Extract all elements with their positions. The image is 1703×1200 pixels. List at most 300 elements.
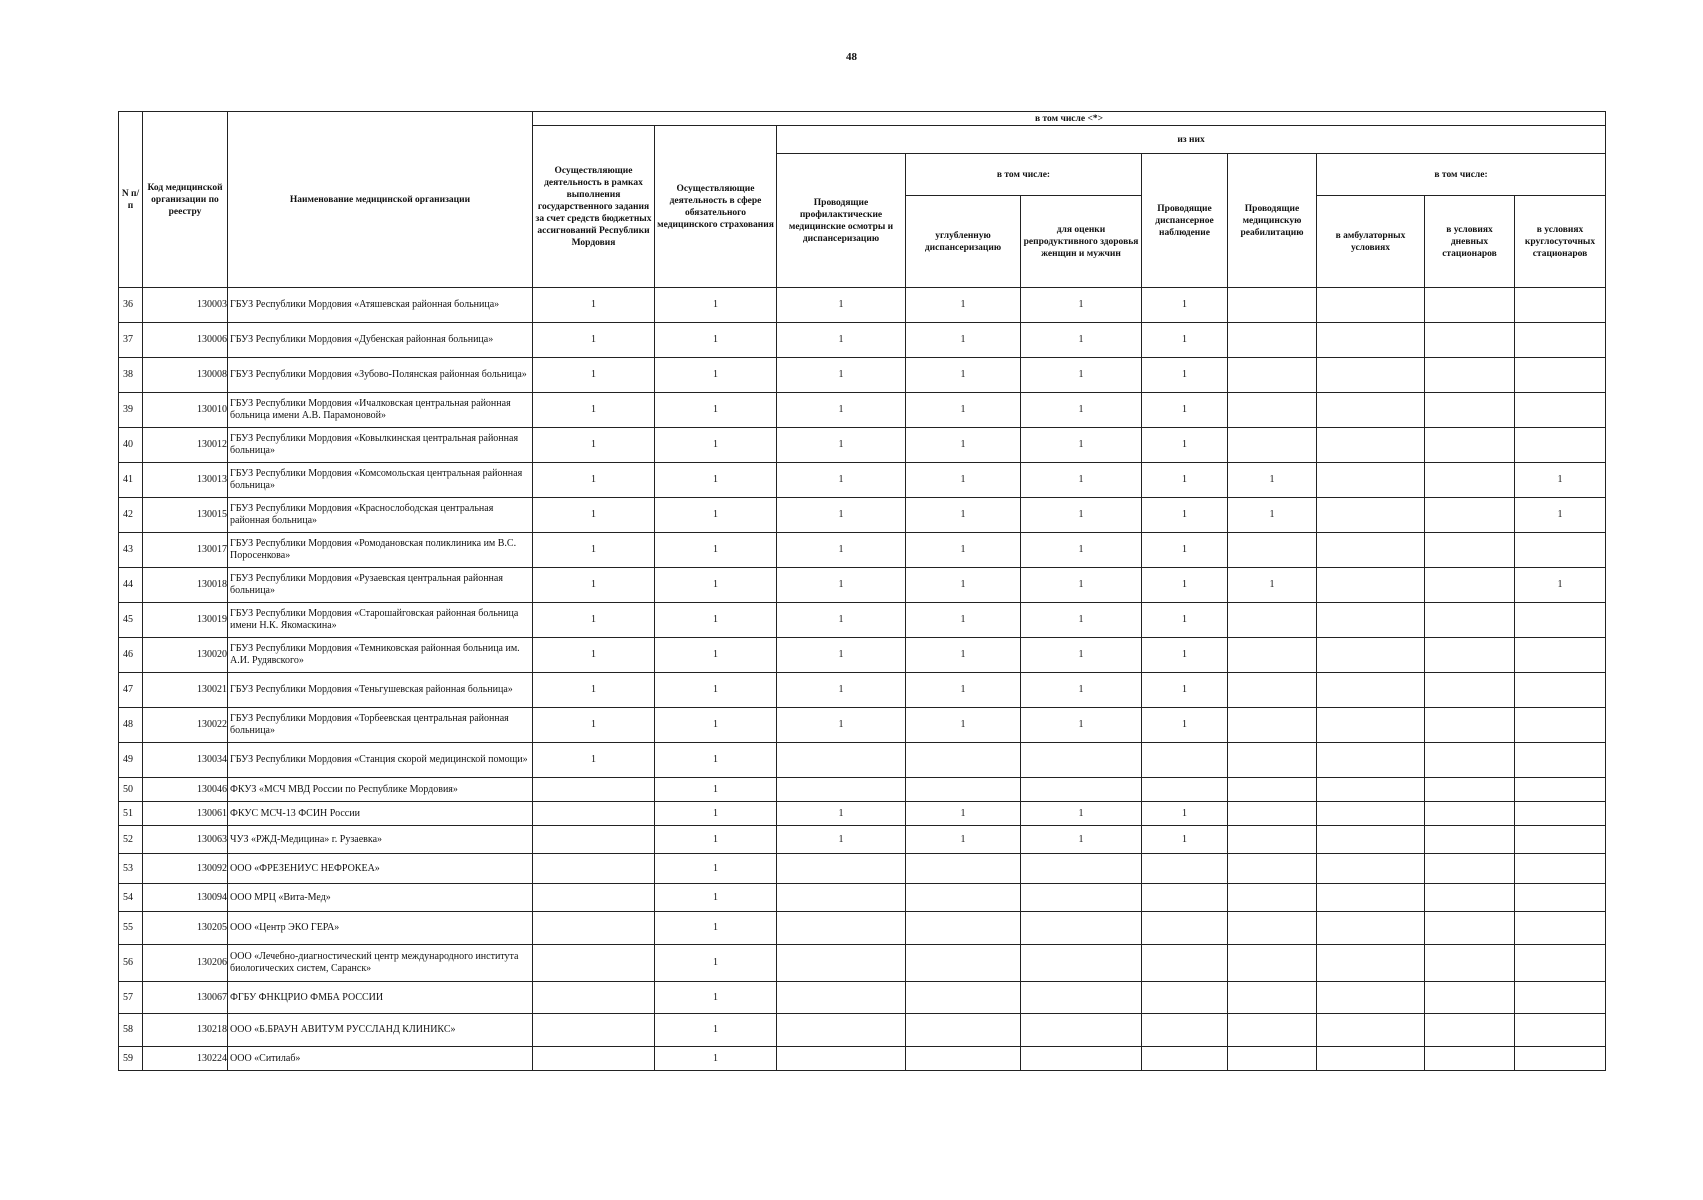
table-row (119, 708, 1606, 743)
flag-cell (777, 912, 906, 945)
flag-cell: 1 (777, 603, 906, 638)
org-code-cell: 130006 (143, 323, 228, 358)
flag-cell (1317, 428, 1425, 463)
flag-cell (1228, 982, 1317, 1014)
flag-cell: 1 (906, 533, 1021, 568)
flag-cell (906, 945, 1021, 982)
flag-cell (1317, 673, 1425, 708)
org-name-cell: ГБУЗ Республики Мордовия «Ичалковская центральная районная больница имени А.В. Парамоновой» (228, 393, 533, 428)
flag-cell (1317, 826, 1425, 854)
flag-cell (1142, 778, 1228, 802)
row-number-cell: 45 (119, 603, 143, 638)
table-body (119, 288, 1606, 1071)
flag-cell: 1 (533, 743, 655, 778)
flag-cell: 1 (655, 603, 777, 638)
flag-cell (1515, 428, 1606, 463)
row-number-cell: 43 (119, 533, 143, 568)
flag-cell: 1 (1142, 708, 1228, 743)
flag-cell (1228, 603, 1317, 638)
flag-cell (1515, 802, 1606, 826)
flag-cell (1317, 638, 1425, 673)
header-outpatient: в амбулаторных условиях (1317, 196, 1425, 288)
org-name-cell: ГБУЗ Республики Мордовия «Старошайговская районная больница имени Н.К. Якомаскина» (228, 603, 533, 638)
header-rehab: Проводящие медицинскую реабилитацию (1228, 154, 1317, 288)
table-row (119, 778, 1606, 802)
flag-cell: 1 (906, 708, 1021, 743)
flag-cell (1515, 912, 1606, 945)
flag-cell (1228, 533, 1317, 568)
flag-cell (1317, 1047, 1425, 1071)
flag-cell (1515, 945, 1606, 982)
table-row (119, 638, 1606, 673)
flag-cell: 1 (777, 323, 906, 358)
header-dispensary: Проводящие диспансерное наблюдение (1142, 154, 1228, 288)
flag-cell: 1 (1142, 463, 1228, 498)
flag-cell (533, 854, 655, 884)
org-code-cell: 130034 (143, 743, 228, 778)
row-number-cell: 52 (119, 826, 143, 854)
flag-cell (1317, 1014, 1425, 1047)
table-row (119, 854, 1606, 884)
flag-cell (1228, 1047, 1317, 1071)
flag-cell (1515, 1014, 1606, 1047)
flag-cell: 1 (1021, 533, 1142, 568)
org-code-cell: 130021 (143, 673, 228, 708)
table-row (119, 884, 1606, 912)
table-row (119, 603, 1606, 638)
flag-cell (1228, 393, 1317, 428)
flag-cell: 1 (906, 323, 1021, 358)
flag-cell (1515, 708, 1606, 743)
org-code-cell: 130013 (143, 463, 228, 498)
flag-cell (533, 802, 655, 826)
flag-cell (1317, 603, 1425, 638)
org-code-cell: 130018 (143, 568, 228, 603)
flag-cell: 1 (655, 1014, 777, 1047)
flag-cell: 1 (777, 638, 906, 673)
org-code-cell: 130061 (143, 802, 228, 826)
flag-cell (1425, 743, 1515, 778)
flag-cell (1515, 743, 1606, 778)
flag-cell: 1 (1142, 498, 1228, 533)
flag-cell (1515, 323, 1606, 358)
flag-cell (1425, 288, 1515, 323)
flag-cell: 1 (1021, 323, 1142, 358)
flag-cell: 1 (777, 568, 906, 603)
header-including-a: в том числе: (906, 154, 1142, 196)
flag-cell (1515, 603, 1606, 638)
org-name-cell: ГБУЗ Республики Мордовия «Комсомольская центральная районная больница» (228, 463, 533, 498)
org-name-cell: ООО «Ситилаб» (228, 1047, 533, 1071)
flag-cell (1228, 708, 1317, 743)
org-name-cell: ГБУЗ Республики Мордовия «Ромодановская поликлиника им В.С. Поросенкова» (228, 533, 533, 568)
flag-cell: 1 (906, 393, 1021, 428)
row-number-cell: 37 (119, 323, 143, 358)
flag-cell: 1 (1021, 826, 1142, 854)
row-number-cell: 51 (119, 802, 143, 826)
flag-cell: 1 (1515, 463, 1606, 498)
org-name-cell: ООО МРЦ «Вита-Мед» (228, 884, 533, 912)
flag-cell (1142, 1047, 1228, 1071)
flag-cell (1228, 945, 1317, 982)
row-number-cell: 56 (119, 945, 143, 982)
flag-cell: 1 (906, 603, 1021, 638)
row-number-cell: 44 (119, 568, 143, 603)
flag-cell (1021, 778, 1142, 802)
org-code-cell: 130092 (143, 854, 228, 884)
row-number-cell: 36 (119, 288, 143, 323)
org-name-cell: ГБУЗ Республики Мордовия «Ковылкинская центральная районная больница» (228, 428, 533, 463)
flag-cell: 1 (655, 358, 777, 393)
row-number-cell: 49 (119, 743, 143, 778)
flag-cell (1317, 498, 1425, 533)
flag-cell: 1 (1515, 568, 1606, 603)
flag-cell (1515, 884, 1606, 912)
flag-cell (1425, 463, 1515, 498)
header-reproductive: для оценки репродуктивного здоровья женщин и мужчин (1021, 196, 1142, 288)
org-code-cell: 130063 (143, 826, 228, 854)
flag-cell (777, 778, 906, 802)
table-row (119, 498, 1606, 533)
flag-cell (906, 743, 1021, 778)
flag-cell (1515, 673, 1606, 708)
flag-cell (1425, 568, 1515, 603)
flag-cell (533, 1047, 655, 1071)
flag-cell: 1 (655, 428, 777, 463)
row-number-cell: 58 (119, 1014, 143, 1047)
flag-cell (1515, 1047, 1606, 1071)
flag-cell (1317, 358, 1425, 393)
flag-cell (1515, 288, 1606, 323)
flag-cell: 1 (777, 826, 906, 854)
org-code-cell: 130224 (143, 1047, 228, 1071)
flag-cell (1425, 826, 1515, 854)
flag-cell: 1 (533, 568, 655, 603)
flag-cell: 1 (533, 393, 655, 428)
table-row (119, 802, 1606, 826)
flag-cell (1228, 1014, 1317, 1047)
organizations-table (118, 111, 1606, 1071)
flag-cell: 1 (777, 463, 906, 498)
flag-cell (1142, 982, 1228, 1014)
flag-cell: 1 (655, 778, 777, 802)
flag-cell (1317, 708, 1425, 743)
flag-cell (1515, 854, 1606, 884)
flag-cell (533, 826, 655, 854)
flag-cell: 1 (1142, 288, 1228, 323)
flag-cell (533, 945, 655, 982)
flag-cell (1317, 778, 1425, 802)
row-number-cell: 40 (119, 428, 143, 463)
row-number-cell: 50 (119, 778, 143, 802)
flag-cell (1317, 463, 1425, 498)
flag-cell (777, 854, 906, 884)
flag-cell: 1 (1021, 463, 1142, 498)
org-code-cell: 130206 (143, 945, 228, 982)
flag-cell (533, 982, 655, 1014)
flag-cell: 1 (906, 826, 1021, 854)
table-row (119, 393, 1606, 428)
org-name-cell: ФГБУ ФНКЦРИО ФМБА РОССИИ (228, 982, 533, 1014)
org-code-cell: 130017 (143, 533, 228, 568)
header-including-b: в том числе: (1317, 154, 1606, 196)
flag-cell (1425, 778, 1515, 802)
flag-cell: 1 (1142, 533, 1228, 568)
flag-cell: 1 (655, 884, 777, 912)
flag-cell: 1 (906, 428, 1021, 463)
org-code-cell: 130020 (143, 638, 228, 673)
org-name-cell: ООО «Б.БРАУН АВИТУМ РУССЛАНД КЛИНИКС» (228, 1014, 533, 1047)
flag-cell: 1 (1142, 568, 1228, 603)
flag-cell: 1 (1142, 358, 1228, 393)
flag-cell (906, 884, 1021, 912)
org-code-cell: 130022 (143, 708, 228, 743)
flag-cell (1228, 802, 1317, 826)
flag-cell: 1 (906, 673, 1021, 708)
flag-cell: 1 (777, 708, 906, 743)
flag-cell (1228, 428, 1317, 463)
flag-cell: 1 (777, 288, 906, 323)
flag-cell (1228, 854, 1317, 884)
flag-cell (1142, 945, 1228, 982)
row-number-cell: 54 (119, 884, 143, 912)
flag-cell (1515, 982, 1606, 1014)
org-code-cell: 130218 (143, 1014, 228, 1047)
table-row (119, 1047, 1606, 1071)
flag-cell (1317, 323, 1425, 358)
flag-cell (1228, 743, 1317, 778)
org-name-cell: ГБУЗ Республики Мордовия «Станция скорой медицинской помощи» (228, 743, 533, 778)
header-day-hospital: в условиях дневных стационаров (1425, 196, 1515, 288)
flag-cell: 1 (1021, 603, 1142, 638)
org-code-cell: 130046 (143, 778, 228, 802)
table-row (119, 533, 1606, 568)
flag-cell (533, 778, 655, 802)
flag-cell (1425, 854, 1515, 884)
flag-cell: 1 (1142, 393, 1228, 428)
flag-cell: 1 (533, 428, 655, 463)
flag-cell (1425, 603, 1515, 638)
flag-cell: 1 (655, 323, 777, 358)
flag-cell (533, 1014, 655, 1047)
flag-cell (1317, 854, 1425, 884)
flag-cell: 1 (906, 463, 1021, 498)
flag-cell: 1 (655, 393, 777, 428)
flag-cell (1515, 778, 1606, 802)
flag-cell (1021, 912, 1142, 945)
table-row (119, 1014, 1606, 1047)
header-oms: Осуществляющие деятельность в сфере обязательного медицинского страхования (655, 126, 777, 288)
org-code-cell: 130015 (143, 498, 228, 533)
flag-cell: 1 (1021, 428, 1142, 463)
flag-cell: 1 (533, 603, 655, 638)
org-name-cell: ГБУЗ Республики Мордовия «Дубенская районная больница» (228, 323, 533, 358)
org-code-cell: 130003 (143, 288, 228, 323)
flag-cell (1317, 533, 1425, 568)
table-row (119, 673, 1606, 708)
flag-cell: 1 (777, 802, 906, 826)
flag-cell (777, 884, 906, 912)
page-number: 48 (846, 51, 857, 63)
flag-cell: 1 (655, 533, 777, 568)
flag-cell (777, 743, 906, 778)
flag-cell: 1 (533, 463, 655, 498)
flag-cell (1228, 288, 1317, 323)
flag-cell: 1 (906, 802, 1021, 826)
flag-cell: 1 (533, 288, 655, 323)
flag-cell: 1 (1021, 288, 1142, 323)
flag-cell: 1 (1142, 323, 1228, 358)
flag-cell: 1 (655, 673, 777, 708)
org-name-cell: ГБУЗ Республики Мордовия «Атяшевская районная больница» (228, 288, 533, 323)
flag-cell (906, 912, 1021, 945)
flag-cell: 1 (777, 393, 906, 428)
flag-cell (1228, 358, 1317, 393)
flag-cell: 1 (533, 708, 655, 743)
flag-cell (1425, 673, 1515, 708)
flag-cell: 1 (1228, 568, 1317, 603)
flag-cell (1228, 826, 1317, 854)
flag-cell: 1 (906, 568, 1021, 603)
table-row (119, 568, 1606, 603)
row-number-cell: 47 (119, 673, 143, 708)
flag-cell (1425, 884, 1515, 912)
flag-cell (1425, 1014, 1515, 1047)
flag-cell (1317, 884, 1425, 912)
flag-cell: 1 (655, 288, 777, 323)
flag-cell (1142, 912, 1228, 945)
flag-cell: 1 (1021, 638, 1142, 673)
flag-cell: 1 (777, 673, 906, 708)
flag-cell (1425, 945, 1515, 982)
table-row (119, 463, 1606, 498)
flag-cell: 1 (655, 498, 777, 533)
flag-cell: 1 (1142, 802, 1228, 826)
flag-cell: 1 (777, 533, 906, 568)
flag-cell: 1 (777, 358, 906, 393)
header-name: Наименование медицинской организации (228, 112, 533, 288)
flag-cell (1425, 428, 1515, 463)
table-row (119, 288, 1606, 323)
flag-cell (1021, 743, 1142, 778)
flag-cell (1317, 912, 1425, 945)
flag-cell (1021, 1047, 1142, 1071)
flag-cell (1425, 323, 1515, 358)
flag-cell: 1 (1021, 708, 1142, 743)
table-row (119, 323, 1606, 358)
row-number-cell: 48 (119, 708, 143, 743)
table-row (119, 826, 1606, 854)
header-including: в том числе <*> (533, 112, 1606, 126)
flag-cell: 1 (906, 288, 1021, 323)
flag-cell (1515, 638, 1606, 673)
flag-cell (1425, 638, 1515, 673)
table-row (119, 358, 1606, 393)
flag-cell: 1 (1228, 498, 1317, 533)
flag-cell (777, 982, 906, 1014)
header-budget: Осуществляющие деятельность в рамках выполнения государственного задания за счет средств бюджетных ассигнований Республики Мордовия (533, 126, 655, 288)
flag-cell: 1 (1021, 393, 1142, 428)
flag-cell (1021, 884, 1142, 912)
org-code-cell: 130008 (143, 358, 228, 393)
flag-cell: 1 (533, 358, 655, 393)
flag-cell: 1 (1021, 802, 1142, 826)
flag-cell: 1 (533, 533, 655, 568)
row-number-cell: 38 (119, 358, 143, 393)
row-number-cell: 55 (119, 912, 143, 945)
flag-cell (1425, 802, 1515, 826)
flag-cell (533, 884, 655, 912)
flag-cell (1228, 884, 1317, 912)
flag-cell: 1 (777, 428, 906, 463)
flag-cell: 1 (1228, 463, 1317, 498)
flag-cell: 1 (655, 945, 777, 982)
header-code: Код медицинской организации по реестру (143, 112, 228, 288)
table-row (119, 945, 1606, 982)
org-name-cell: ФКУС МСЧ-13 ФСИН России (228, 802, 533, 826)
flag-cell (1228, 912, 1317, 945)
row-number-cell: 59 (119, 1047, 143, 1071)
flag-cell (906, 982, 1021, 1014)
flag-cell (1425, 533, 1515, 568)
row-number-cell: 41 (119, 463, 143, 498)
flag-cell: 1 (906, 638, 1021, 673)
flag-cell (906, 1014, 1021, 1047)
flag-cell (1425, 982, 1515, 1014)
flag-cell: 1 (655, 463, 777, 498)
flag-cell (1425, 708, 1515, 743)
flag-cell (1021, 982, 1142, 1014)
org-name-cell: ГБУЗ Республики Мордовия «Торбеевская центральная районная больница» (228, 708, 533, 743)
flag-cell: 1 (655, 826, 777, 854)
flag-cell: 1 (533, 638, 655, 673)
flag-cell: 1 (906, 358, 1021, 393)
flag-cell (1425, 358, 1515, 393)
row-number-cell: 42 (119, 498, 143, 533)
org-code-cell: 130205 (143, 912, 228, 945)
header-checkups: Проводящие профилактические медицинские осмотры и диспансеризацию (777, 154, 906, 288)
table-header (119, 112, 1606, 288)
flag-cell (1142, 854, 1228, 884)
flag-cell: 1 (1021, 673, 1142, 708)
row-number-cell: 46 (119, 638, 143, 673)
org-name-cell: ГБУЗ Республики Мордовия «Теньгушевская районная больница» (228, 673, 533, 708)
flag-cell (906, 1047, 1021, 1071)
flag-cell: 1 (533, 498, 655, 533)
flag-cell (1317, 982, 1425, 1014)
flag-cell (1317, 288, 1425, 323)
flag-cell: 1 (1142, 638, 1228, 673)
flag-cell (1515, 533, 1606, 568)
flag-cell (1317, 568, 1425, 603)
flag-cell (1142, 1014, 1228, 1047)
flag-cell (1317, 393, 1425, 428)
flag-cell (1425, 1047, 1515, 1071)
flag-cell (1317, 945, 1425, 982)
flag-cell: 1 (1515, 498, 1606, 533)
flag-cell: 1 (655, 1047, 777, 1071)
flag-cell (1142, 743, 1228, 778)
org-code-cell: 130019 (143, 603, 228, 638)
flag-cell (1515, 393, 1606, 428)
header-of-them: из них (777, 126, 1606, 154)
flag-cell (1317, 743, 1425, 778)
header-in-depth: углубленную диспансеризацию (906, 196, 1021, 288)
org-code-cell: 130067 (143, 982, 228, 1014)
flag-cell: 1 (1142, 826, 1228, 854)
org-name-cell: ГБУЗ Республики Мордовия «Темниковская районная больница им. А.И. Рудявского» (228, 638, 533, 673)
flag-cell: 1 (1021, 498, 1142, 533)
